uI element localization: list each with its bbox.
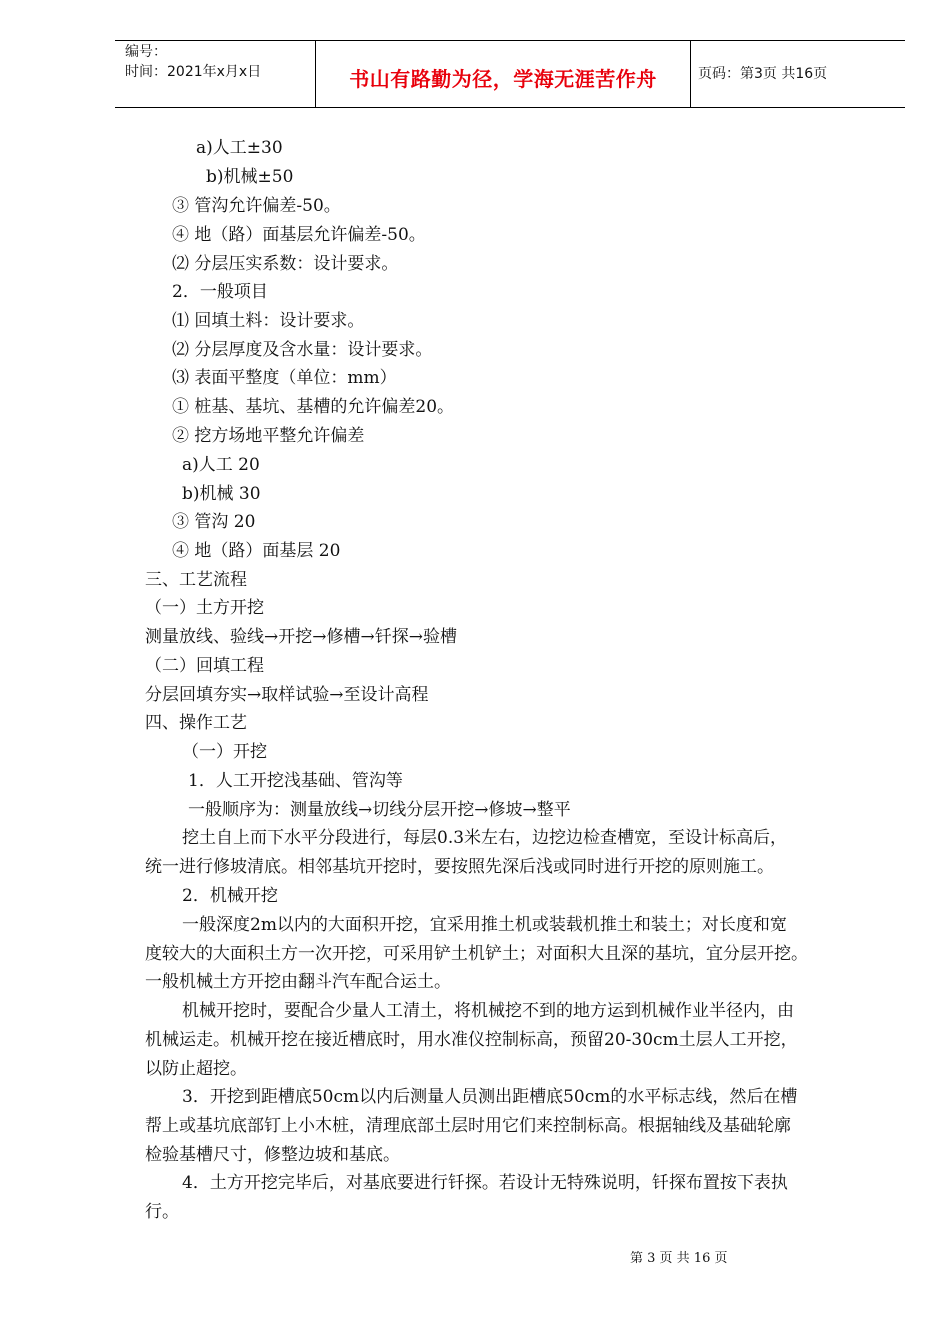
- paragraph-line: 一般深度2m以内的大面积开挖，宜采用推土机或装载机推土和装土；对长度和宽: [182, 915, 787, 935]
- paragraph-line: 机械开挖时，要配合少量人工清土，将机械挖不到的地方运到机械作业半径内，由: [182, 1001, 794, 1021]
- time-label: 时间：2021年x月x日: [125, 64, 262, 80]
- text-line: ⑵ 分层厚度及含水量：设计要求。: [172, 340, 433, 360]
- paragraph-line: 检验基槽尺寸，修整边坡和基底。: [145, 1145, 400, 1165]
- text-line: ⑶ 表面平整度（单位：mm）: [172, 368, 397, 388]
- paragraph-line: 统一进行修坡清底。相邻基坑开挖时，要按照先深后浅或同时进行开挖的原则施工。: [145, 857, 774, 877]
- text-line: 测量放线、验线→开挖→修槽→钎探→验槽: [145, 627, 457, 647]
- page-header: [115, 40, 905, 108]
- text-line: ① 桩基、基坑、基槽的允许偏差20。: [172, 397, 455, 417]
- paragraph-line: 行。: [145, 1202, 179, 1222]
- text-line: ② 挖方场地平整允许偏差: [172, 426, 365, 446]
- text-line: 分层回填夯实→取样试验→至设计高程: [145, 685, 429, 705]
- section-heading: 三、工艺流程: [145, 570, 247, 590]
- text-line: 1．人工开挖浅基础、管沟等: [188, 771, 403, 791]
- text-line: ③ 管沟 20: [172, 512, 256, 532]
- header-motto-cell: [315, 41, 691, 107]
- motto-text: 书山有路勤为径，学海无涯苦作舟: [349, 67, 657, 91]
- subsection-heading: （二）回填工程: [145, 656, 264, 676]
- text-line: 2．一般项目: [172, 282, 268, 302]
- text-line: 一般顺序为：测量放线→切线分层开挖→修坡→整平: [188, 800, 571, 820]
- paragraph-line: 一般机械土方开挖由翻斗汽车配合运土。: [145, 972, 451, 992]
- paragraph-line: 3．开挖到距槽底50cm以内后测量人员测出距槽底50cm的水平标志线，然后在槽: [182, 1087, 798, 1107]
- paragraph-line: 机械运走。机械开挖在接近槽底时，用水准仪控制标高，预留20-30cm土层人工开挖，: [145, 1030, 798, 1050]
- subsection-heading: （一）土方开挖: [145, 598, 264, 618]
- text-line: ⑴ 回填土料：设计要求。: [172, 311, 365, 331]
- text-line: b)机械±50: [206, 167, 294, 187]
- paragraph-line: 挖土自上而下水平分段进行，每层0.3米左右，边挖边检查槽宽，至设计标高后，: [182, 828, 788, 848]
- text-line: ③ 管沟允许偏差-50。: [172, 196, 341, 216]
- paragraph-line: 度较大的大面积土方一次开挖，可采用铲土机铲土；对面积大且深的基坑，宜分层开挖。: [145, 944, 808, 964]
- text-line: 2．机械开挖: [182, 886, 278, 906]
- paragraph-line: 以防止超挖。: [145, 1059, 247, 1079]
- text-line: ④ 地（路）面基层允许偏差-50。: [172, 225, 426, 245]
- text-line: a)人工±30: [196, 138, 283, 158]
- paragraph-line: 4．土方开挖完毕后，对基底要进行钎探。若设计无特殊说明，钎探布置按下表执: [182, 1173, 788, 1193]
- paragraph-line: 帮上或基坑底部钉上小木桩，清理底部土层时用它们来控制标高。根据轴线及基础轮廓: [145, 1116, 791, 1136]
- text-line: ④ 地（路）面基层 20: [172, 541, 341, 561]
- subsection-heading: （一）开挖: [182, 742, 267, 762]
- page-footer: 第 3 页 共 16 页: [630, 1251, 728, 1266]
- header-info-cell: [115, 41, 315, 107]
- text-line: ⑵ 分层压实系数：设计要求。: [172, 254, 399, 274]
- text-line: a)人工 20: [182, 455, 260, 475]
- header-page-cell: [690, 41, 905, 107]
- serial-label: 编号：: [125, 44, 167, 60]
- section-heading: 四、操作工艺: [145, 713, 247, 733]
- page-number-label: 页码：第3页 共16页: [698, 66, 828, 82]
- text-line: b)机械 30: [182, 484, 261, 504]
